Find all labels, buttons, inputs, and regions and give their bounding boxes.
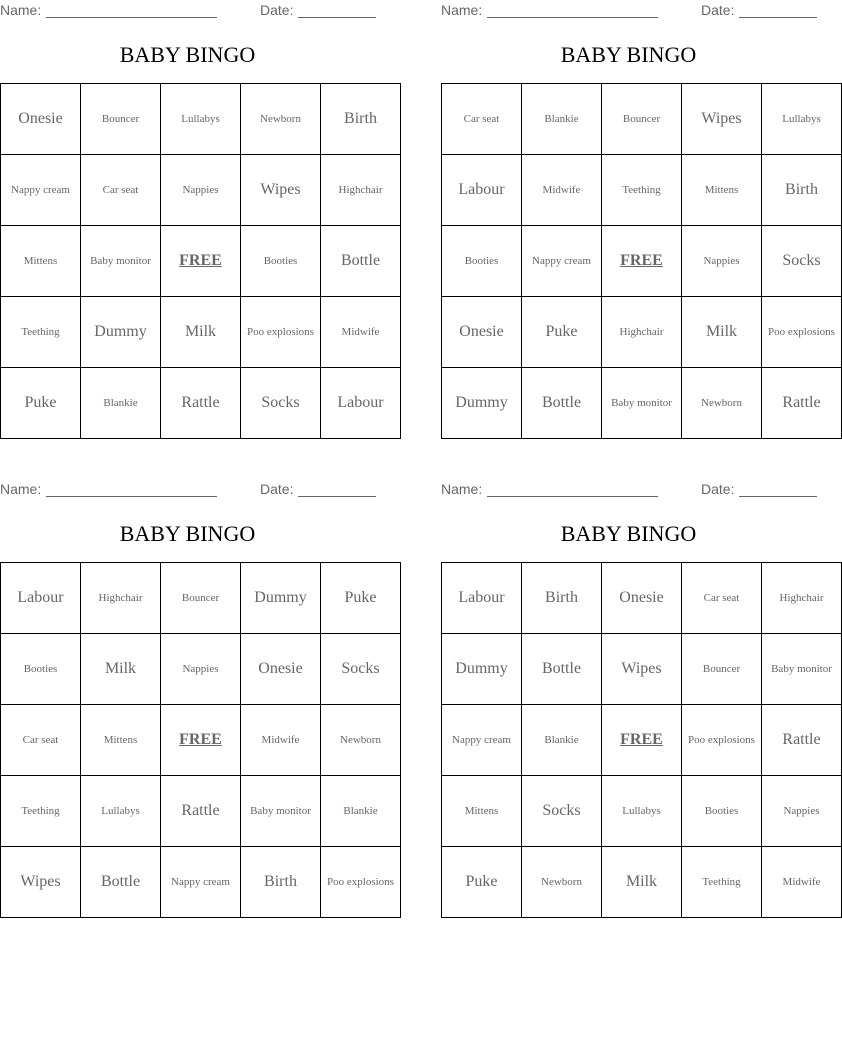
bingo-cell[interactable]: Labour [442,563,522,634]
bingo-cell[interactable]: Labour [321,368,401,439]
name-label: Name: [0,2,42,18]
bingo-cell[interactable]: Rattle [762,368,842,439]
bingo-cell[interactable]: Highchair [762,563,842,634]
bingo-cell[interactable]: Onesie [602,563,682,634]
name-field[interactable] [46,496,217,497]
bingo-cell[interactable]: Baby monitor [241,776,321,847]
bingo-cell[interactable]: Labour [442,155,522,226]
bingo-cell[interactable]: Booties [442,226,522,297]
bingo-cell[interactable]: Milk [161,297,241,368]
bingo-cell[interactable]: Puke [522,297,602,368]
bingo-cell[interactable]: Bouncer [161,563,241,634]
bingo-cell[interactable]: Mittens [442,776,522,847]
bingo-grid [441,83,842,439]
bingo-cell[interactable]: Highchair [321,155,401,226]
bingo-cell[interactable]: Poo explosions [321,847,401,918]
bingo-row [1,368,401,439]
bingo-cell[interactable]: Midwife [522,155,602,226]
bingo-row [1,705,401,776]
bingo-cell[interactable]: Car seat [1,705,81,776]
bingo-cell[interactable]: Socks [241,368,321,439]
bingo-cell[interactable]: Blankie [522,84,602,155]
bingo-cell[interactable]: Mittens [682,155,762,226]
bingo-cell[interactable]: Teething [1,297,81,368]
bingo-cell[interactable]: Baby monitor [81,226,161,297]
bingo-cell[interactable]: Nappies [762,776,842,847]
bingo-cell[interactable]: Bottle [522,368,602,439]
bingo-cell[interactable]: Puke [321,563,401,634]
bingo-row [442,776,842,847]
bingo-cell[interactable]: Teething [602,155,682,226]
bingo-cell[interactable]: Dummy [81,297,161,368]
name-date-bar [0,2,375,18]
bingo-cell[interactable]: Car seat [81,155,161,226]
bingo-cell[interactable]: Onesie [1,84,81,155]
bingo-cell[interactable]: Newborn [241,84,321,155]
bingo-cell[interactable]: Bottle [321,226,401,297]
bingo-cell[interactable]: Teething [1,776,81,847]
bingo-cell[interactable]: Rattle [762,705,842,776]
bingo-cell[interactable]: Booties [241,226,321,297]
bingo-row [442,634,842,705]
bingo-cell[interactable]: Baby monitor [602,368,682,439]
bingo-row [442,705,842,776]
name-date-bar [441,481,816,497]
bingo-cell[interactable]: Birth [762,155,842,226]
name-field[interactable] [46,17,217,18]
bingo-row [442,847,842,918]
bingo-row [442,297,842,368]
name-date-bar [0,481,375,497]
date-label: Date: [260,2,294,18]
bingo-cell[interactable]: Wipes [682,84,762,155]
bingo-cell[interactable]: Blankie [522,705,602,776]
bingo-row [1,847,401,918]
bingo-cell[interactable]: Nappy cream [442,705,522,776]
bingo-cell[interactable]: Onesie [241,634,321,705]
bingo-cell[interactable]: Bottle [81,847,161,918]
bingo-cell[interactable]: Nappies [161,634,241,705]
bingo-cell[interactable]: Nappies [161,155,241,226]
bingo-cell[interactable]: Wipes [1,847,81,918]
bingo-row [1,226,401,297]
card-title: BABY BINGO [119,42,256,67]
bingo-cell[interactable]: Highchair [602,297,682,368]
bingo-cell[interactable]: Midwife [241,705,321,776]
bingo-cell[interactable]: Teething [682,847,762,918]
date-field[interactable] [298,496,376,497]
bingo-cell[interactable]: Socks [321,634,401,705]
bingo-cell[interactable]: Bottle [522,634,602,705]
card-title: BABY BINGO [119,521,256,546]
name-date-bar [441,2,816,18]
bingo-cell[interactable]: Puke [442,847,522,918]
bingo-cell[interactable]: Dummy [442,634,522,705]
date-label: Date: [701,481,735,497]
bingo-row [442,368,842,439]
bingo-row [1,84,401,155]
bingo-cell[interactable]: Wipes [241,155,321,226]
bingo-cell[interactable]: Lullabys [762,84,842,155]
bingo-cell[interactable]: Milk [682,297,762,368]
bingo-cell[interactable]: Milk [81,634,161,705]
free-space[interactable]: FREE [161,705,241,776]
bingo-cell[interactable]: Wipes [602,634,682,705]
bingo-cell[interactable]: Poo explosions [682,705,762,776]
bingo-cell[interactable]: Lullabys [161,84,241,155]
bingo-cell[interactable]: Newborn [321,705,401,776]
date-field[interactable] [298,17,376,18]
bingo-cell[interactable]: Rattle [161,776,241,847]
bingo-cell[interactable]: Socks [762,226,842,297]
bingo-row [442,84,842,155]
bingo-cell[interactable]: Poo explosions [241,297,321,368]
bingo-row [1,155,401,226]
bingo-cell[interactable]: Dummy [442,368,522,439]
free-space[interactable]: FREE [602,705,682,776]
bingo-cell[interactable]: Booties [1,634,81,705]
card-title: BABY BINGO [560,42,697,67]
bingo-cell[interactable]: Dummy [241,563,321,634]
bingo-cell[interactable]: Blankie [81,368,161,439]
name-label: Name: [0,481,42,497]
bingo-row [1,776,401,847]
date-label: Date: [701,2,735,18]
bingo-row [442,226,842,297]
bingo-grid [0,562,401,918]
bingo-cell[interactable]: Newborn [522,847,602,918]
name-field[interactable] [487,17,658,18]
bingo-row [1,297,401,368]
bingo-card-4 [441,479,832,919]
name-label: Name: [441,481,483,497]
bingo-cell[interactable]: Mittens [1,226,81,297]
bingo-cell[interactable]: Lullabys [81,776,161,847]
bingo-cell[interactable]: Socks [522,776,602,847]
bingo-cell[interactable]: Car seat [442,84,522,155]
bingo-cell[interactable]: Baby monitor [762,634,842,705]
bingo-cell[interactable]: Nappies [682,226,762,297]
bingo-cell[interactable]: Labour [1,563,81,634]
bingo-cell[interactable]: Milk [602,847,682,918]
bingo-cell[interactable]: Onesie [442,297,522,368]
bingo-cell[interactable]: Nappy cream [522,226,602,297]
bingo-cell[interactable]: Bouncer [682,634,762,705]
bingo-cell[interactable]: Nappy cream [161,847,241,918]
bingo-cell[interactable]: Rattle [161,368,241,439]
bingo-row [1,563,401,634]
bingo-cell[interactable]: Nappy cream [1,155,81,226]
bingo-row [1,634,401,705]
bingo-card-2 [441,0,835,440]
name-field[interactable] [487,496,658,497]
bingo-grid [0,83,401,439]
bingo-cell[interactable]: Car seat [682,563,762,634]
free-space[interactable]: FREE [161,226,241,297]
bingo-row [442,563,842,634]
name-label: Name: [441,2,483,18]
bingo-cell[interactable]: Birth [321,84,401,155]
date-field[interactable] [739,17,817,18]
bingo-cell[interactable]: Newborn [682,368,762,439]
bingo-cell[interactable]: Poo explosions [762,297,842,368]
bingo-cell[interactable]: Midwife [762,847,842,918]
bingo-row [442,155,842,226]
bingo-card-3 [0,479,394,919]
date-field[interactable] [739,496,817,497]
bingo-cell[interactable]: Booties [682,776,762,847]
bingo-cell[interactable]: Lullabys [602,776,682,847]
bingo-cell[interactable]: Bouncer [81,84,161,155]
free-space[interactable]: FREE [602,226,682,297]
bingo-cell[interactable]: Bouncer [602,84,682,155]
bingo-cell[interactable]: Birth [241,847,321,918]
bingo-cell[interactable]: Puke [1,368,81,439]
bingo-cell[interactable]: Mittens [81,705,161,776]
bingo-cell[interactable]: Blankie [321,776,401,847]
bingo-cell[interactable]: Midwife [321,297,401,368]
bingo-cell[interactable]: Birth [522,563,602,634]
bingo-grid [441,562,842,918]
card-title: BABY BINGO [560,521,697,546]
date-label: Date: [260,481,294,497]
bingo-card-1 [0,0,384,440]
bingo-cell[interactable]: Highchair [81,563,161,634]
